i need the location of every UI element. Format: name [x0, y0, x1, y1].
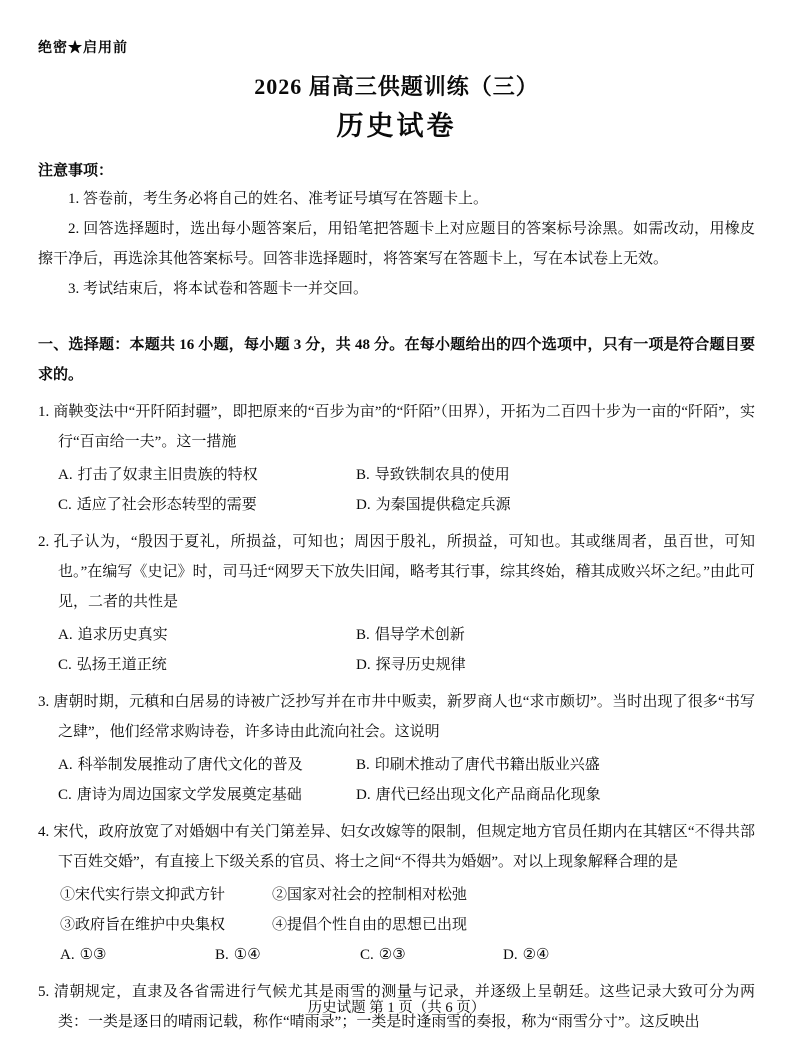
question-options: [38, 460, 755, 520]
option-text: 适应了社会形态转型的需要: [76, 497, 257, 513]
option-label: D.: [356, 787, 371, 803]
option-a: [58, 460, 356, 490]
classification-label: 绝密★启用前: [38, 41, 128, 56]
option-label: C.: [360, 947, 374, 963]
option-text: 为秦国提供稳定兵源: [375, 497, 511, 513]
option-text: 弘扬王道正统: [76, 657, 167, 673]
question-stem-text: 唐朝时期，元稹和白居易的诗被广泛抄写并在市井中贩卖，新罗商人也“求市颇切”。当时出现了很多“书写之肆”，他们经常求购诗卷，许多诗由此流向社会。这说明: [53, 694, 755, 740]
option-text: 探寻历史规律: [375, 657, 466, 673]
option-text: ②③: [378, 947, 406, 963]
option-text: 科举制发展推动了唐代文化的普及: [77, 757, 303, 773]
option-text: 印刷术推动了唐代书籍出版业兴盛: [374, 757, 600, 773]
question-number: 4.: [38, 824, 50, 840]
notice-item-3: 3. 考试结束后，将本试卷和答题卡一并交回。: [68, 281, 369, 297]
option-text: 唐代已经出现文化产品商品化现象: [375, 787, 601, 803]
option-a: [58, 620, 356, 650]
option-b: [215, 940, 360, 970]
sub-option-1: ①宋代实行崇文抑武方针: [60, 887, 226, 903]
question-1: [38, 397, 755, 520]
option-label: A.: [58, 627, 73, 643]
option-row: [38, 490, 755, 520]
option-d: [503, 940, 755, 970]
question-3: [38, 687, 755, 810]
option-text: 打击了奴隶主旧贵族的特权: [77, 467, 258, 483]
question-stem-text: 商鞅变法中“开阡陌封疆”，即把原来的“百步为亩”的“阡陌”（田界），开拓为二百四十步为一亩的“阡陌”，实行“百亩给一夫”。这一措施: [53, 404, 755, 450]
option-label: C.: [58, 657, 72, 673]
notice-heading: 注意事项：: [38, 163, 114, 179]
question-stem-text: 清朝规定，直隶及各省需进行气候尤其是雨雪的测量与记录，并逐级上呈朝廷。这些记录大致可分为两类：一类是逐日的晴雨记载，称作“晴雨录”；一类是时逢雨雪的奏报，称为“雨雪分寸”。这反映出: [53, 984, 755, 1030]
option-row: [38, 650, 755, 680]
page-footer: 历史试题 第 1 页（共 6 页）: [307, 1000, 486, 1016]
option-label: D.: [503, 947, 518, 963]
question-number: 2.: [38, 534, 50, 550]
question-options: [38, 620, 755, 680]
option-text: ②④: [522, 947, 550, 963]
option-label: B.: [215, 947, 229, 963]
option-label: D.: [356, 497, 371, 513]
question-stem: [38, 817, 755, 877]
question-stem-text: 宋代，政府放宽了对婚姻中有关门第差异、妇女改嫁等的限制，但规定地方官员任期内在其辖区“不得共部下百姓交婚”，有直接上下级关系的官员、将士之间“不得共为婚姻”。对以上现象解释合理的是: [53, 824, 755, 870]
option-text: ①③: [79, 947, 107, 963]
option-label: B.: [356, 627, 370, 643]
option-row: [38, 460, 755, 490]
sub-option-row: [38, 880, 755, 910]
option-text: 导致铁制农具的使用: [374, 467, 510, 483]
question-2: [38, 527, 755, 680]
question-sub-options: [38, 880, 755, 970]
question-stem: [38, 687, 755, 747]
section-one-heading: 一、选择题：本题共 16 小题，每小题 3 分，共 48 分。在每小题给出的四个选项中，只有一项是符合题目要求的。: [38, 337, 755, 383]
sub-option-2: ②国家对社会的控制相对松弛: [272, 887, 468, 903]
option-b: [356, 750, 755, 780]
option-a: [60, 940, 215, 970]
question-stem-text: 孔子认为，“殷因于夏礼，所损益，可知也；周因于殷礼，所损益，可知也。其或继周者，虽百世，可知也。”在编写《史记》时，司马迁“网罗天下放失旧闻，略考其行事，综其终始，稽其成败兴坏之纪。”由此可见，二者的共性是: [53, 534, 755, 610]
question-stem: [38, 397, 755, 457]
option-b: [356, 620, 755, 650]
option-d: [356, 780, 755, 810]
option-label: B.: [356, 757, 370, 773]
option-d: [356, 650, 755, 680]
sub-option-row: [38, 910, 755, 940]
option-text: 追求历史真实: [77, 627, 168, 643]
option-label: A.: [60, 947, 75, 963]
option-label: A.: [58, 467, 73, 483]
question-stem: [38, 527, 755, 617]
option-text: ①④: [233, 947, 261, 963]
notice-item-2: 2. 回答选择题时，选出每小题答案后，用铅笔把答题卡上对应题目的答案标号涂黑。如需改动，用橡皮擦干净后，再选涂其他答案标号。回答非选择题时，将答案写在答题卡上，写在本试卷上无效。: [38, 221, 755, 267]
option-b: [356, 460, 755, 490]
option-label: D.: [356, 657, 371, 673]
paper-title: 历史试卷: [336, 111, 457, 141]
option-label: C.: [58, 497, 72, 513]
sub-option-3: ③政府旨在维护中央集权: [60, 917, 226, 933]
option-c: [58, 650, 356, 680]
option-row: [38, 750, 755, 780]
option-row: [38, 780, 755, 810]
option-label: C.: [58, 787, 72, 803]
option-c: [58, 490, 356, 520]
question-options: [38, 750, 755, 810]
option-row: [38, 940, 755, 970]
question-4: [38, 817, 755, 970]
exam-title: 2026 届高三供题训练（三）: [254, 74, 539, 99]
question-number: 5.: [38, 984, 50, 1000]
notice-item-1: 1. 答卷前，考生务必将自己的姓名、准考证号填写在答题卡上。: [68, 191, 489, 207]
option-d: [356, 490, 755, 520]
question-number: 1.: [38, 404, 50, 420]
option-row: [38, 620, 755, 650]
question-number: 3.: [38, 694, 50, 710]
option-c: [360, 940, 503, 970]
sub-option-4: ④提倡个性自由的思想已出现: [272, 917, 468, 933]
option-text: 唐诗为周边国家文学发展奠定基础: [76, 787, 302, 803]
option-label: A.: [58, 757, 73, 773]
option-a: [58, 750, 356, 780]
option-label: B.: [356, 467, 370, 483]
option-c: [58, 780, 356, 810]
option-text: 倡导学术创新: [374, 627, 465, 643]
